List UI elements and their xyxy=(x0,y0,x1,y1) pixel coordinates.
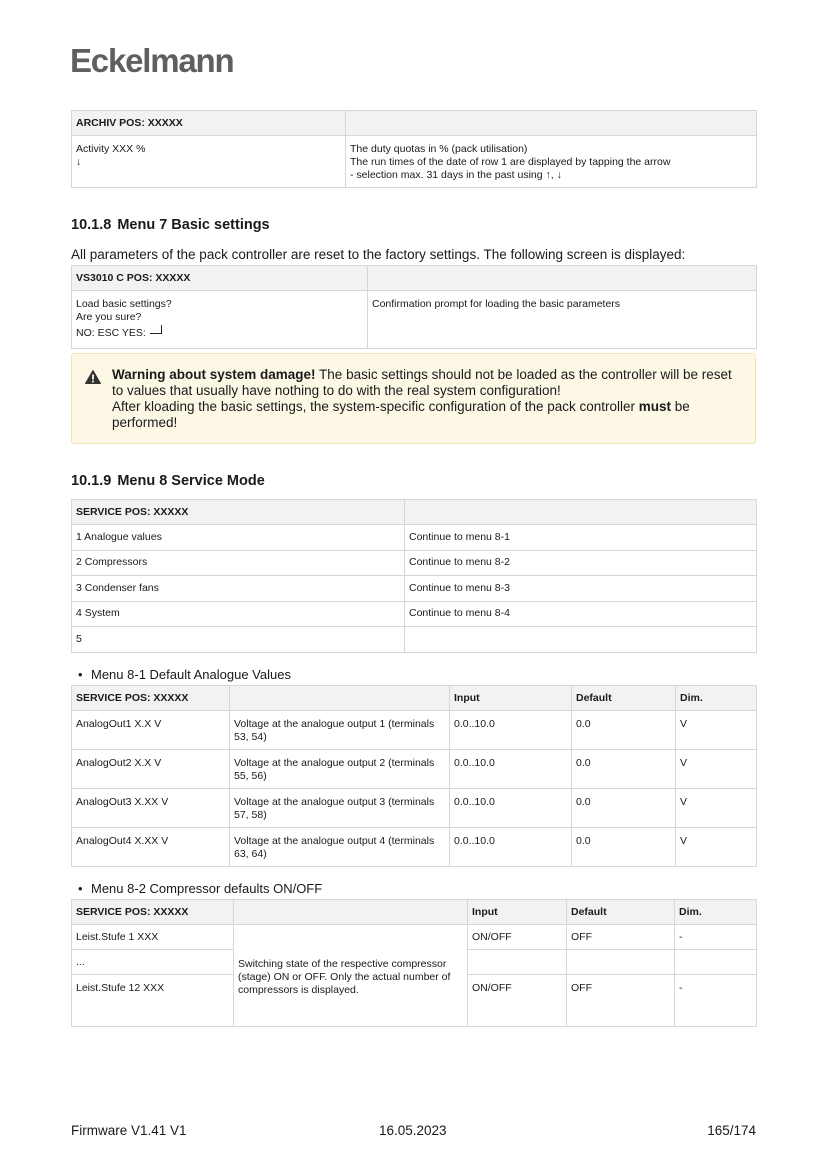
archiv-table xyxy=(71,110,757,188)
row-name: AnalogOut2 X.X V xyxy=(72,750,230,789)
row-default: 0.0 xyxy=(572,789,676,828)
archiv-desc-line: The duty quotas in % (pack utilisation) xyxy=(350,143,528,155)
col-header-input: Input xyxy=(450,686,572,711)
vs-right-cell: Confirmation prompt for loading the basic parameters xyxy=(368,291,757,349)
row-name: ... xyxy=(72,950,234,975)
table-header-row xyxy=(72,686,757,711)
footer-page-number: 165/174 xyxy=(707,1123,756,1138)
row-desc: Voltage at the analogue output 2 (terminals 55, 56) xyxy=(230,750,450,789)
service-item: 1 Analogue values xyxy=(72,525,405,551)
warning-text xyxy=(112,367,732,431)
row-desc: Voltage at the analogue output 4 (terminals 63, 64) xyxy=(230,828,450,867)
table-header-row xyxy=(72,266,757,291)
row-dim: V xyxy=(676,711,757,750)
row-default: 0.0 xyxy=(572,828,676,867)
row-name: AnalogOut4 X.XX V xyxy=(72,828,230,867)
warning-icon xyxy=(85,370,101,384)
row-desc: Switching state of the respective compressor (stage) ON or OFF. Only the actual number of compressors is displayed. xyxy=(234,925,468,1027)
col-header-input: Input xyxy=(468,900,567,925)
down-arrow: ↓ xyxy=(76,156,82,168)
section-number: 10.1.8 xyxy=(71,217,112,233)
service-action xyxy=(405,627,757,653)
col-header-dim: Dim. xyxy=(676,686,757,711)
row-default: OFF xyxy=(567,975,675,1027)
table-row xyxy=(72,576,757,602)
table-row xyxy=(72,711,757,750)
table-header-row xyxy=(72,900,757,925)
section-intro: All parameters of the pack controller are reset to the factory settings. The following screen is displayed: xyxy=(71,247,686,262)
bullet-menu-8-2 xyxy=(78,881,322,896)
row-input: 0.0..10.0 xyxy=(450,750,572,789)
col-header-default: Default xyxy=(567,900,675,925)
archiv-left-cell xyxy=(72,136,346,188)
table-row xyxy=(72,550,757,576)
row-dim: V xyxy=(676,789,757,828)
row-default: 0.0 xyxy=(572,711,676,750)
row-default: 0.0 xyxy=(572,750,676,789)
bullet-text: Menu 8-1 Default Analogue Values xyxy=(91,667,291,682)
vs-table xyxy=(71,265,757,349)
warning-body: be performed! xyxy=(112,399,690,430)
col-header: SERVICE POS: XXXXX xyxy=(72,900,234,925)
col-header xyxy=(234,900,468,925)
col-header xyxy=(230,686,450,711)
activity-label: Activity XXX % xyxy=(76,143,146,155)
col-header-default: Default xyxy=(572,686,676,711)
service-action: Continue to menu 8-3 xyxy=(405,576,757,602)
row-name: Leist.Stufe 1 XXX xyxy=(72,925,234,950)
menu-8-1-table xyxy=(71,685,757,867)
row-default: OFF xyxy=(567,925,675,950)
service-item: 3 Condenser fans xyxy=(72,576,405,602)
prompt-keys-label: NO: ESC YES: xyxy=(76,327,146,339)
row-name: Leist.Stufe 12 XXX xyxy=(72,975,234,1027)
row-input: ON/OFF xyxy=(468,925,567,950)
service-action: Continue to menu 8-4 xyxy=(405,601,757,627)
service-table xyxy=(71,499,757,653)
table-row xyxy=(72,525,757,551)
footer-date: 16.05.2023 xyxy=(379,1123,447,1138)
empty-header xyxy=(346,111,757,136)
row-dim: V xyxy=(676,750,757,789)
row-dim: - xyxy=(675,975,757,1027)
empty-header xyxy=(405,500,757,525)
table-row xyxy=(72,750,757,789)
bullet-text: Menu 8-2 Compressor defaults ON/OFF xyxy=(91,881,323,896)
bullet-dot: • xyxy=(78,667,83,682)
prompt-line: Are you sure? xyxy=(76,311,142,323)
service-header: SERVICE POS: XXXXX xyxy=(72,500,405,525)
section-number: 10.1.9 xyxy=(71,473,112,489)
row-input: 0.0..10.0 xyxy=(450,828,572,867)
row-desc: Voltage at the analogue output 3 (terminals 57, 58) xyxy=(230,789,450,828)
warning-box xyxy=(71,353,756,444)
footer-firmware: Firmware V1.41 V1 xyxy=(71,1123,187,1138)
row-desc: Voltage at the analogue output 1 (terminals 53, 54) xyxy=(230,711,450,750)
service-action: Continue to menu 8-2 xyxy=(405,550,757,576)
table-row xyxy=(72,828,757,867)
table-row xyxy=(72,136,757,188)
archiv-header: ARCHIV POS: XXXXX xyxy=(72,111,346,136)
vs-header: VS3010 C POS: XXXXX xyxy=(72,266,368,291)
row-input: ON/OFF xyxy=(468,975,567,1027)
section-heading-10-1-9 xyxy=(71,473,265,489)
vs-left-cell xyxy=(72,291,368,349)
section-heading-10-1-8 xyxy=(71,217,270,233)
row-input xyxy=(468,950,567,975)
section-title: Menu 7 Basic settings xyxy=(117,217,270,233)
table-header-row xyxy=(72,111,757,136)
service-action: Continue to menu 8-1 xyxy=(405,525,757,551)
menu-8-2-table xyxy=(71,899,757,1027)
warning-body: The basic settings should not be loaded as the controller will be reset to values that usually have nothing to do with the real system configuration! xyxy=(112,367,732,398)
row-default xyxy=(567,950,675,975)
col-header-dim: Dim. xyxy=(675,900,757,925)
row-dim xyxy=(675,950,757,975)
row-input: 0.0..10.0 xyxy=(450,711,572,750)
prompt-line: Load basic settings? xyxy=(76,298,172,310)
table-row xyxy=(72,291,757,349)
service-item: 5 xyxy=(72,627,405,653)
table-row xyxy=(72,627,757,653)
prompt-keys xyxy=(76,327,363,340)
row-name: AnalogOut3 X.XX V xyxy=(72,789,230,828)
row-input: 0.0..10.0 xyxy=(450,789,572,828)
table-row xyxy=(72,601,757,627)
eckelmann-logo: Eckelmann xyxy=(70,42,234,79)
row-dim: - xyxy=(675,925,757,950)
enter-icon xyxy=(150,325,162,334)
row-dim: V xyxy=(676,828,757,867)
service-item: 2 Compressors xyxy=(72,550,405,576)
section-title: Menu 8 Service Mode xyxy=(117,473,265,489)
bullet-dot: • xyxy=(78,881,83,896)
service-item: 4 System xyxy=(72,601,405,627)
warning-title: Warning about system damage! xyxy=(112,367,316,382)
warning-body: After kloading the basic settings, the system-specific configuration of the pack controller xyxy=(112,399,639,414)
empty-header xyxy=(368,266,757,291)
bullet-menu-8-1 xyxy=(78,667,291,682)
table-row xyxy=(72,925,757,950)
archiv-desc-line: - selection max. 31 days in the past using ↑, ↓ xyxy=(350,169,562,181)
col-header: SERVICE POS: XXXXX xyxy=(72,686,230,711)
archiv-right-cell xyxy=(346,136,757,188)
row-name: AnalogOut1 X.X V xyxy=(72,711,230,750)
archiv-desc-line: The run times of the date of row 1 are displayed by tapping the arrow xyxy=(350,156,671,168)
table-header-row xyxy=(72,500,757,525)
warning-emphasis: must xyxy=(638,399,672,414)
table-row xyxy=(72,789,757,828)
